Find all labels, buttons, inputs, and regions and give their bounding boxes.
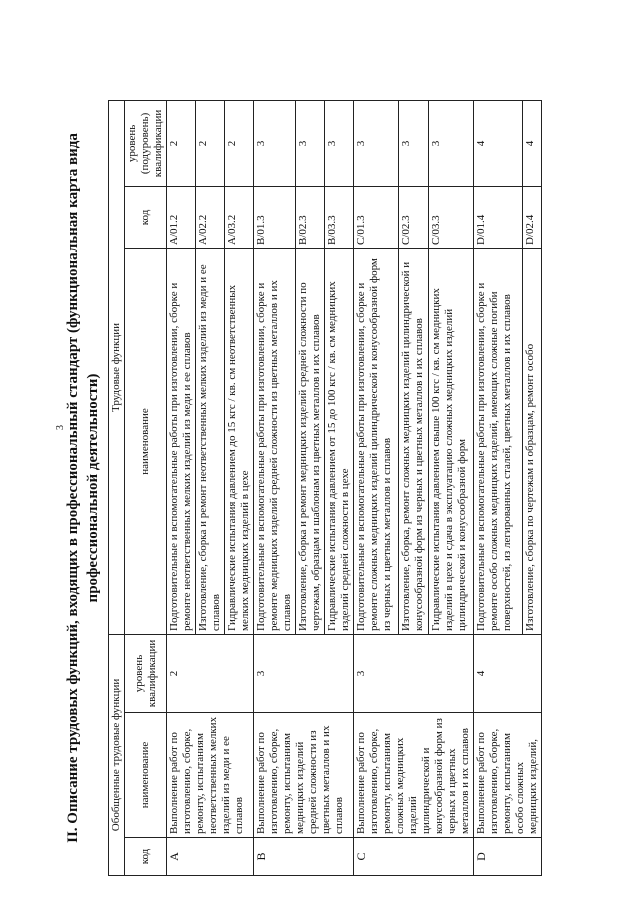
function-level: 2 xyxy=(167,100,196,186)
function-code: A/03.2 xyxy=(225,186,254,248)
group-code: А xyxy=(167,838,254,876)
function-level: 3 xyxy=(325,100,354,186)
table-row xyxy=(354,100,399,875)
table-row xyxy=(254,100,296,875)
function-code: D/02.4 xyxy=(523,186,542,248)
function-name: Изготовление, сборка, ремонт сложных медницких изделий цилиндрической и конусообразной форм из черных и цветных металлов и их сплавов xyxy=(398,248,429,634)
function-name: Гидравлические испытания давлением от 15 до 100 кгс / кв. см медницких изделий средней сложности в цехе xyxy=(325,248,354,634)
function-name: Подготовительные и вспомогательные работы при изготовлении, сборке и ремонте медницких изделий средней сложности из цветных металлов и их сплавов xyxy=(254,248,296,634)
group-name: Выполнение работ по изготовлению, сборке, ремонту, испытаниям неответственных мелких изделий из меди и ее сплавов xyxy=(167,713,254,838)
function-name: Подготовительные и вспомогательные работы при изготовлении, сборке и ремонте сложных медницких изделий цилиндрической и конусообразной форм из черных и цветных металлов и сплавов xyxy=(354,248,399,634)
header-function-code: код xyxy=(125,186,167,248)
function-code: D/01.4 xyxy=(474,186,523,248)
group-code: D xyxy=(474,838,542,876)
table-row xyxy=(167,100,196,875)
group-code: С xyxy=(354,838,474,876)
function-level: 3 xyxy=(398,100,429,186)
rotated-page-content xyxy=(64,88,604,888)
group-level: 3 xyxy=(254,634,354,712)
header-sublevel: уровень (подуровень) квалификации xyxy=(125,100,167,186)
function-level: 3 xyxy=(354,100,399,186)
functional-map-table xyxy=(108,100,542,876)
function-level: 4 xyxy=(523,100,542,186)
table-row xyxy=(474,100,523,875)
header-generalized-functions: Обобщенные трудовые функции xyxy=(109,634,125,875)
group-name: Выполнение работ по изготовлению, сборке, ремонту, испытаниям особо сложных медницких изделий, xyxy=(474,713,542,838)
function-name: Изготовление, сборка и ремонт неответственных мелких изделий из меди и ее сплавов xyxy=(196,248,225,634)
function-code: B/03.3 xyxy=(325,186,354,248)
function-name: Подготовительные и вспомогательные работы при изготовлении, сборке и ремонте особо сложных медницких изделий, имеющих сложные погиби поверхностей, из легированных сталей, цветных металлов и их сплавов xyxy=(474,248,523,634)
function-level: 3 xyxy=(254,100,296,186)
page-number: 3 xyxy=(55,425,66,430)
function-code: B/01.3 xyxy=(254,186,296,248)
header-level: уровень квалификации xyxy=(125,634,167,712)
function-code: C/03.3 xyxy=(429,186,474,248)
group-level: 3 xyxy=(354,634,474,712)
function-name: Подготовительные и вспомогательные работы при изготовлении, сборке и ремонте неответственных мелких изделий из меди и ее сплавов xyxy=(167,248,196,634)
group-level: 2 xyxy=(167,634,254,712)
function-code: A/02.2 xyxy=(196,186,225,248)
group-name: Выполнение работ по изготовлению, сборке, ремонту, испытаниям медницких изделий средней сложности из цветных металлов и их сплавов xyxy=(254,713,354,838)
function-level: 3 xyxy=(296,100,325,186)
header-row-bottom xyxy=(125,100,167,875)
section-title: II. Описание трудовых функций, входящих в профессиональный стандарт (функциональная карта вида xyxy=(65,133,81,843)
function-level: 2 xyxy=(225,100,254,186)
function-name: Гидравлические испытания давлением до 15 кгс / кв. см неответственных мелких медницких изделий в цехе xyxy=(225,248,254,634)
header-name: наименование xyxy=(125,713,167,838)
group-code: В xyxy=(254,838,354,876)
group-level: 4 xyxy=(474,634,542,712)
header-row-top xyxy=(109,100,125,875)
function-level: 3 xyxy=(429,100,474,186)
header-labor-functions: Трудовые функции xyxy=(109,100,125,634)
section-title-continued: профессиональной деятельности) xyxy=(85,373,101,603)
function-code: C/01.3 xyxy=(354,186,399,248)
function-level: 2 xyxy=(196,100,225,186)
group-name: Выполнение работ по изготовлению, сборке, ремонту, испытаниям сложных медницких изделий цилиндрической и конусообразной форм из черных и цветных металлов и их сплавов xyxy=(354,713,474,838)
function-code: B/02.3 xyxy=(296,186,325,248)
function-code: C/02.3 xyxy=(398,186,429,248)
function-name: Изготовление, сборка по чертежам и образцам, ремонт особо xyxy=(523,248,542,634)
function-code: A/01.2 xyxy=(167,186,196,248)
function-name: Гидравлические испытания давлением свыше 100 кгс / кв. см медницких изделий в цехе и сдача в эксплуатацию сложных медницких изделий цилиндрической и конусообразной форм xyxy=(429,248,474,634)
header-code: код xyxy=(125,838,167,876)
header-function-name: наименование xyxy=(125,248,167,634)
function-level: 4 xyxy=(474,100,523,186)
function-name: Изготовление, сборка и ремонт медницких изделий средней сложности по чертежам, образцам и шаблонам из цветных металлов и их сплавов xyxy=(296,248,325,634)
